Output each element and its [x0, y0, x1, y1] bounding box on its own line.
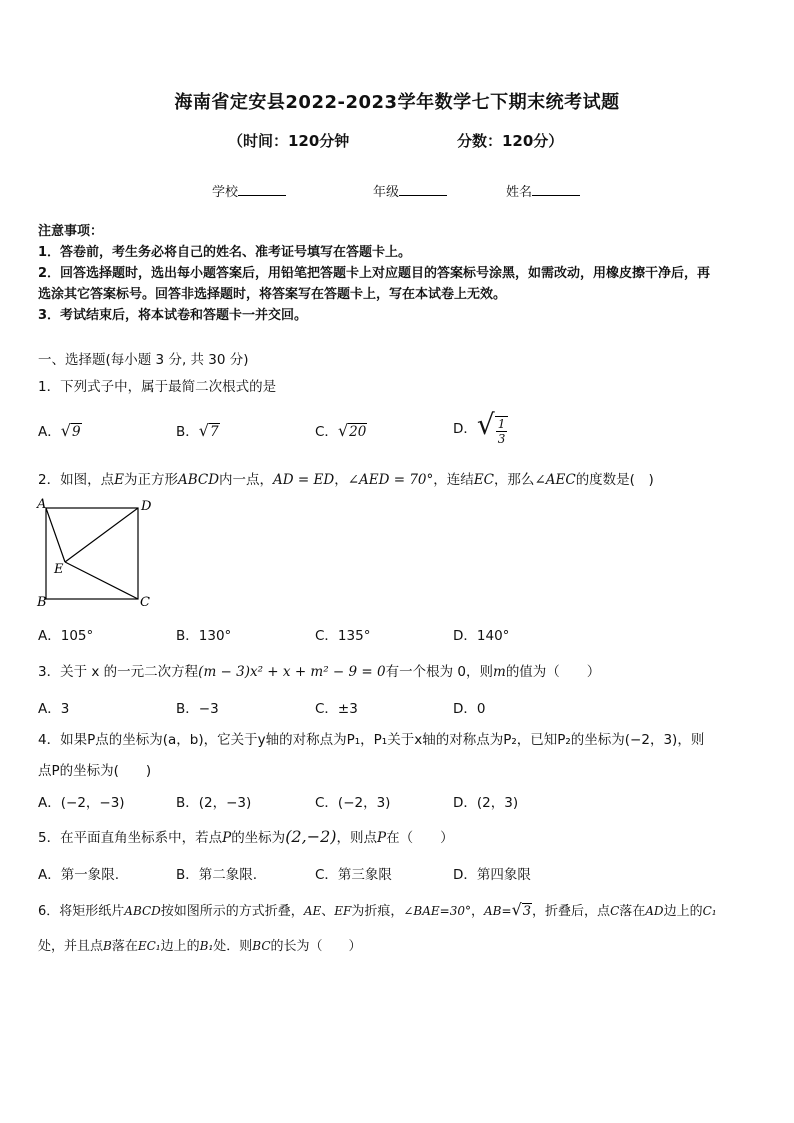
name-label: 姓名	[506, 185, 533, 200]
q2-segment-ec: EC	[473, 472, 494, 488]
q5-stem-text: ，则点	[336, 830, 378, 846]
sqrt-symbol: √7	[198, 421, 219, 440]
q6-stem-text: 处，并且点	[38, 939, 104, 954]
name-field	[506, 181, 580, 200]
q6-stem-line-2	[38, 935, 362, 954]
q1-option-c-label: C．	[315, 424, 338, 440]
q6-stem-text: ，折叠后，点	[532, 904, 611, 919]
q2-stem-text: ，那么	[493, 472, 535, 488]
q6-point-b1: B₁	[199, 939, 214, 953]
q6-stem-text: 、	[321, 904, 335, 919]
q2-angle-aec: ∠AEC	[534, 472, 576, 488]
q1-option-a-label: A．	[38, 424, 61, 440]
q2-point-e: E	[114, 472, 124, 488]
q1-option-b-value: 7	[209, 424, 219, 440]
q5-stem	[38, 826, 454, 846]
grade-blank[interactable]	[399, 183, 447, 196]
q6-stem-text: 6．将矩形纸片	[38, 904, 125, 919]
q5-point-p: P	[377, 830, 387, 846]
q3-option-c[interactable]: C．±3	[315, 701, 358, 717]
q5-stem-text: 的坐标为	[231, 830, 286, 846]
school-field	[212, 181, 286, 200]
q6-stem-text: 边上的	[160, 939, 200, 954]
grade-field	[373, 181, 447, 200]
q1-option-d-label: D．	[453, 420, 477, 437]
name-blank[interactable]	[532, 183, 580, 196]
q1-option-b-label: B．	[176, 424, 199, 440]
q2-stem-text: 2．如图，点	[38, 472, 115, 488]
q2-square-name: ABCD	[177, 472, 220, 488]
q3-stem-text: 的值为（ ）	[505, 664, 601, 680]
q2-option-c[interactable]: C．135°	[315, 628, 371, 644]
q6-stem-text: 为折痕，	[351, 904, 404, 919]
q5-option-d[interactable]: D．第四象限	[453, 867, 531, 883]
q2-option-b[interactable]: B．130°	[176, 628, 232, 644]
q6-stem-text: 落在	[619, 904, 646, 919]
q5-point-p: P	[222, 830, 232, 846]
q6-stem-text: 的长为（ ）	[270, 939, 362, 954]
q6-crease-ae: AE	[303, 904, 322, 918]
q1-option-c[interactable]	[315, 420, 367, 440]
q3-option-d[interactable]: D．0	[453, 701, 486, 717]
q2-stem-text: 的度数是( )	[575, 472, 654, 488]
segment-ed	[65, 508, 138, 562]
section-heading: 一、选择题(每小题 3 分, 共 30 分)	[38, 352, 249, 368]
segment-ae	[46, 508, 65, 562]
q1-option-d-denominator: 3	[497, 431, 506, 446]
q6-stem-text: 处．则	[213, 939, 253, 954]
q1-stem: 1．下列式子中，属于最简二次根式的是	[38, 379, 277, 395]
label-a: A	[37, 497, 47, 512]
q1-option-a[interactable]	[38, 420, 82, 440]
sqrt-symbol: √9	[60, 421, 81, 440]
sqrt-symbol: √ $\frac{1}{3}$	[477, 408, 508, 446]
notice-heading: 注意事项：	[38, 224, 104, 239]
q4-option-d[interactable]: D．(2，3)	[453, 795, 519, 811]
q6-side-ec1: EC₁	[137, 939, 161, 953]
label-d: D	[141, 499, 152, 514]
label-c: C	[140, 595, 150, 610]
q5-option-a[interactable]: A．第一象限.	[38, 867, 120, 883]
q6-angle: ∠BAE=30°	[403, 904, 471, 918]
q6-stem-text: 按如图所示的方式折叠，	[160, 904, 304, 919]
q2-equation-1: AD = ED	[273, 472, 335, 488]
q6-point-c: C	[610, 904, 620, 918]
q3-stem	[38, 660, 600, 680]
q5-stem-text: 5．在平面直角坐标系中，若点	[38, 830, 223, 846]
q6-stem-text: 落在	[111, 939, 138, 954]
q2-stem-text: ，连结	[433, 472, 474, 488]
q2-square-figure	[34, 496, 164, 612]
q3-stem-text: 3．关于 x 的一元二次方程	[38, 664, 199, 680]
q5-coordinate: (2,−2)	[285, 827, 337, 846]
q3-variable-m: m	[493, 664, 506, 680]
q6-stem-text: ，	[471, 904, 485, 919]
q3-stem-text: 有一个根为 0，则	[385, 664, 493, 680]
q2-option-d[interactable]: D．140°	[453, 628, 510, 644]
q2-equation-2: ∠AED = 70°	[347, 472, 434, 488]
q4-option-c[interactable]: C．(−2，3)	[315, 795, 391, 811]
q5-option-c[interactable]: C．第三象限	[315, 867, 392, 883]
q4-option-a[interactable]: A．(−2，−3)	[38, 795, 125, 811]
label-e: E	[54, 562, 64, 577]
q2-stem-text: ，	[334, 472, 348, 488]
q6-stem-text: 边上的	[663, 904, 703, 919]
q4-option-b[interactable]: B．(2，−3)	[176, 795, 252, 811]
q6-side-ad: AD	[645, 904, 664, 918]
sqrt-symbol: √3	[511, 900, 532, 919]
sqrt-symbol: √20	[337, 421, 367, 440]
q3-option-b[interactable]: B．−3	[176, 701, 219, 717]
q1-option-d-numerator: 1	[497, 416, 506, 431]
segment-ec	[65, 562, 138, 599]
q5-option-b[interactable]: B．第二象限.	[176, 867, 258, 883]
notice-item-3: 3．考试结束后，将本试卷和答题卡一并交回。	[38, 308, 308, 323]
school-blank[interactable]	[238, 183, 286, 196]
q2-stem-text: 为正方形	[123, 472, 178, 488]
q2-stem	[38, 468, 654, 488]
q4-stem-line-1: 4．如果P点的坐标为(a，b)，它关于y轴的对称点为P₁，P₁关于x轴的对称点为P₂，已知P₂的坐标为(−2，3)，则	[38, 732, 705, 748]
q2-stem-text: 内一点，	[219, 472, 274, 488]
label-b: B	[37, 595, 47, 610]
exam-time: （时间：120分钟	[228, 132, 350, 150]
exam-score: 分数：120分）	[457, 132, 564, 150]
q2-option-a[interactable]: A．105°	[38, 628, 94, 644]
notice-item-1: 1．答卷前，考生务必将自己的姓名、准考证号填写在答题卡上。	[38, 245, 412, 260]
notice-item-2a: 2．回答选择题时，选出每小题答案后，用铅笔把答题卡上对应题目的答案标号涂黑，如需改动，用橡皮擦干净后，再	[38, 266, 711, 281]
q5-stem-text: 在（ ）	[386, 830, 454, 846]
square-abcd	[46, 508, 138, 599]
notice-item-2b: 选涂其它答案标号。回答非选择题时，将答案写在答题卡上，写在本试卷上无效。	[38, 287, 507, 302]
q6-point-b: B	[103, 939, 112, 953]
page-title: 海南省定安县2022-2023学年数学七下期末统考试题	[174, 92, 620, 113]
q3-equation: (m − 3)x² + x + m² − 9 = 0	[198, 664, 386, 680]
q6-point-c1: C₁	[702, 904, 717, 918]
q1-option-a-value: 9	[71, 424, 81, 440]
grade-label: 年级	[373, 185, 400, 200]
q1-option-c-value: 20	[349, 424, 367, 440]
q4-stem-line-2: 点P的坐标为( )	[38, 763, 152, 779]
q6-crease-ef: EF	[334, 904, 352, 918]
q6-ab-label: AB=	[484, 904, 512, 918]
q6-stem-line-1	[38, 900, 717, 919]
q6-segment-bc: BC	[252, 939, 271, 953]
q3-option-a[interactable]: A．3	[38, 701, 70, 717]
school-label: 学校	[212, 185, 239, 200]
q1-option-d[interactable]	[453, 408, 508, 446]
q1-option-b[interactable]	[176, 420, 220, 440]
q6-ab-value: 3	[522, 904, 532, 919]
q6-rect-name: ABCD	[124, 904, 161, 918]
